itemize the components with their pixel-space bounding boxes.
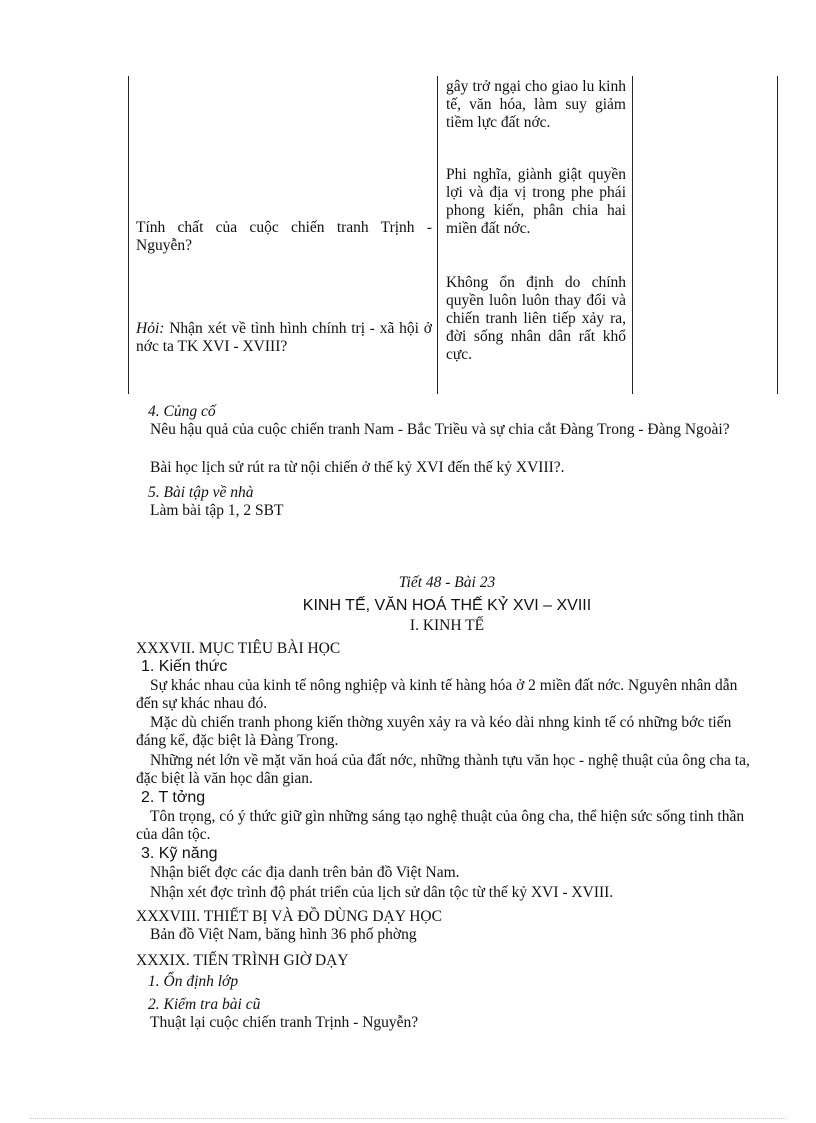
- process-step-2: 2. Kiểm tra bài cũ: [148, 996, 261, 1013]
- process-step-2-line: Thuật lại cuộc chiến tranh Trịnh - Nguyễn?: [150, 1014, 419, 1031]
- table-cell-consequence: gây trở ngại cho giao lu kinh tế, văn hóa, làm suy giảm tiềm lực đất nớc.: [446, 78, 626, 131]
- table-right-border: [777, 76, 778, 394]
- skill-heading: 3. Kỹ năng: [141, 845, 218, 862]
- process-step-1: 1. Ổn định lớp: [148, 973, 239, 990]
- knowledge-item-3: Những nét lớn về mặt văn hoá của đất nớc, những thành tựu văn học - nghệ thuật của ông cha ta, đặc biệt là văn học dân gian.: [136, 752, 750, 787]
- table-mid-border: [437, 76, 438, 394]
- homework-line: Làm bài tập 1, 2 SBT: [150, 502, 284, 519]
- homework-heading: 5. Bài tập về nhà: [148, 484, 254, 501]
- equipment-heading: XXXVIII. THIẾT BỊ VÀ ĐỒ DÙNG DẠY HỌC: [136, 908, 442, 925]
- skill-item-1: Nhận biết đợc các địa danh trên bản đồ Việt Nam.: [150, 864, 460, 881]
- table-inner-border: [632, 76, 633, 394]
- question-label: Hỏi:: [136, 320, 165, 337]
- lesson-title: KINH TẾ, VĂN HOÁ THẾ KỶ XVI – XVIII: [302, 597, 592, 614]
- knowledge-heading: 1. Kiến thức: [141, 658, 228, 675]
- consolidate-line-2: Bài học lịch sử rút ra từ nội chiến ở thế kỷ XVI đến thế kỷ XVIII?.: [150, 459, 565, 476]
- table-question-nature: Tính chất của cuộc chiến tranh Trịnh - Nguyễn?: [136, 219, 432, 254]
- equipment-line: Bản đồ Việt Nam, băng hình 36 phố phờng: [150, 926, 417, 943]
- objectives-heading: XXXVII. MỤC TIÊU BÀI HỌC: [136, 640, 341, 657]
- question-text: Nhận xét về tình hình chính trị - xã hội ở nớc ta TK XVI - XVIII?: [136, 320, 432, 355]
- table-left-border: [128, 76, 129, 394]
- table-cell-nature: Phi nghĩa, giành giật quyền lợi và địa vị trong phe phái phong kiến, phân chia hai miền đất nớc.: [446, 166, 626, 237]
- page-footer-rule: [30, 1118, 786, 1119]
- thought-heading: 2. T tởng: [141, 789, 206, 806]
- consolidate-line-1: Nêu hậu quả của cuộc chiến tranh Nam - Bắc Triều và sự chia cắt Đàng Trong - Đàng Ngoài?: [150, 421, 730, 438]
- lesson-section: I. KINH TẾ: [409, 617, 485, 634]
- thought-item-1: Tôn trọng, có ý thức giữ gìn những sáng tạo nghệ thuật của ông cha, thể hiện sức sống tinh thần của dân tộc.: [136, 808, 745, 843]
- lesson-subtitle: Tiết 48 - Bài 23: [398, 574, 496, 591]
- process-heading: XXXIX. TIẾN TRÌNH GIỜ DẠY: [136, 952, 349, 969]
- consolidate-heading: 4. Củng cố: [148, 403, 216, 420]
- knowledge-item-1: Sự khác nhau của kinh tế nông nghiệp và kinh tế hàng hóa ở 2 miền đất nớc. Nguyên nhân dẫn đến sự khác nhau đó.: [136, 677, 738, 712]
- table-cell-situation: Không ổn định do chính quyền luôn luôn thay đổi và chiến tranh liên tiếp xảy ra, đời sống nhân dân rất khổ cực.: [446, 274, 626, 363]
- skill-item-2: Nhận xét đợc trình độ phát triển của lịch sử dân tộc từ thế kỷ XVI - XVIII.: [150, 884, 614, 901]
- knowledge-item-2: Mặc dù chiến tranh phong kiến thờng xuyên xảy ra và kéo dài nhng kinh tế có những bớc tiến đáng kể, đặc biệt là Đàng Trong.: [136, 714, 732, 749]
- table-question-politics: [136, 320, 432, 356]
